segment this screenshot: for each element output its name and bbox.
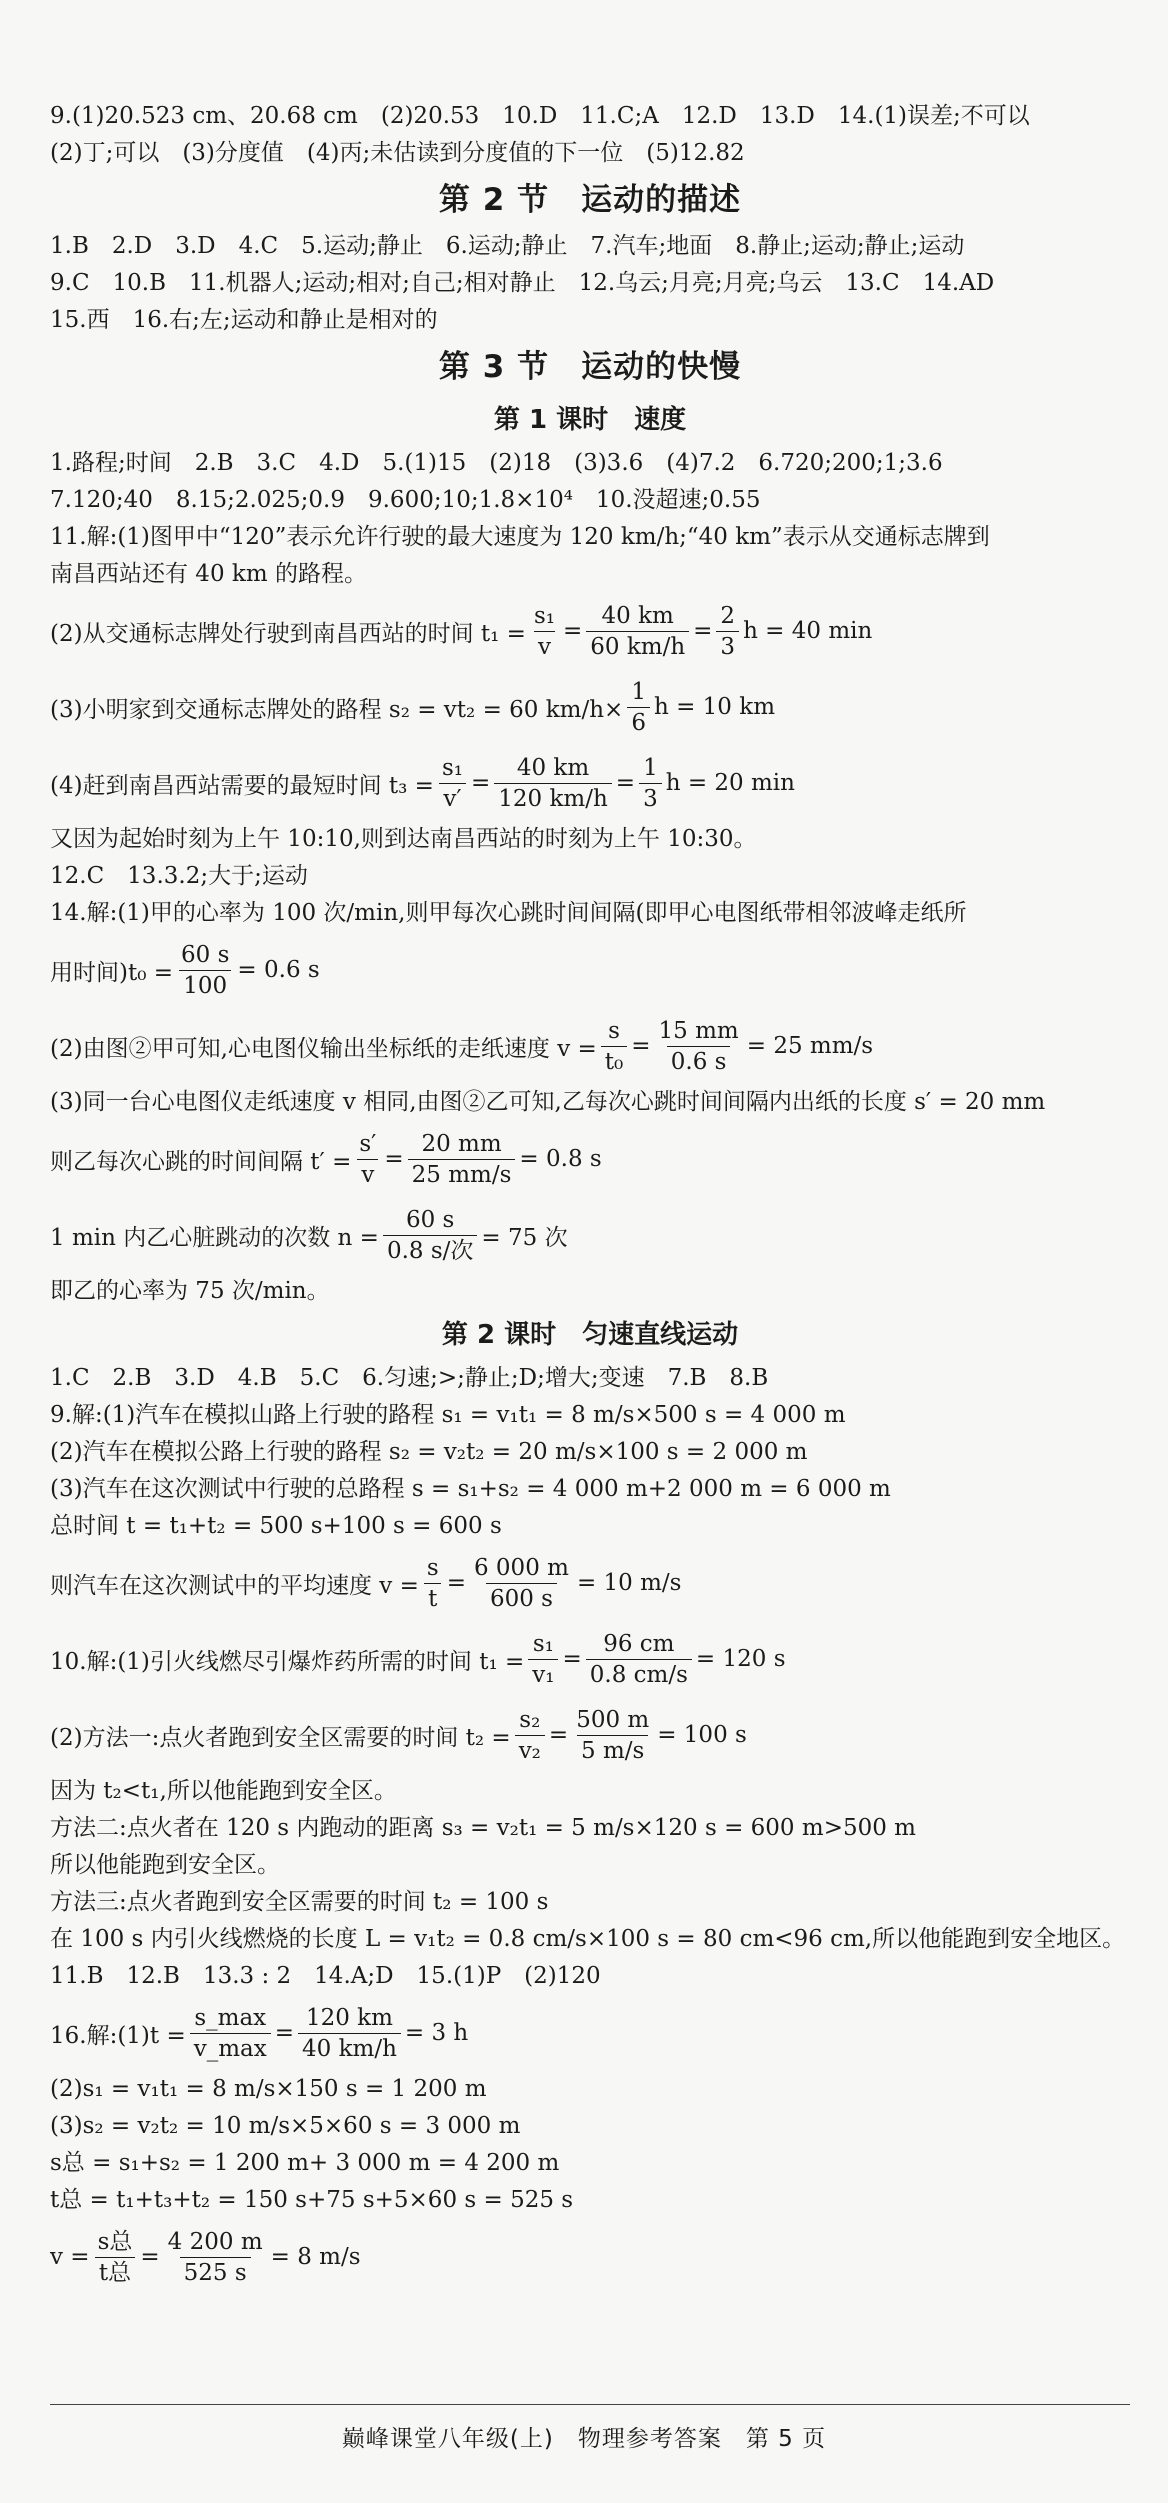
formula-text: 则乙每次心跳的时间间隔 t′ = xyxy=(50,1148,352,1175)
fraction xyxy=(572,1705,653,1766)
formula-text: = 10 m/s xyxy=(576,1570,682,1596)
formula-text: h = 10 km xyxy=(653,694,775,720)
denominator: t xyxy=(424,1583,441,1614)
numerator: 500 m xyxy=(576,1706,650,1733)
formula-text: (2)方法一:点火者跑到安全区需要的时间 t₂ = xyxy=(50,1724,511,1751)
text-line: 方法三:点火者跑到安全区需要的时间 t₂ = 100 s xyxy=(50,1889,549,1915)
fraction xyxy=(177,940,233,1001)
formula-text: (4)赶到南昌西站需要的最短时间 t₃ = xyxy=(50,772,434,799)
lesson-title: 第 1 课时 速度 xyxy=(493,405,687,435)
formula-line: (2)由图②甲可知,心电图仪输出坐标纸的走纸速度 v = $\frac{s}{\text{t₀}}$ = $\frac{15 mm}{0.6 s}$ = 25 mm/s xyxy=(50,1017,874,1075)
formula-text: (2)由图②甲可知,心电图仪输出坐标纸的走纸速度 v = xyxy=(50,1035,597,1062)
text-line: 1.C 2.B 3.D 4.B 5.C 6.匀速;>;静止;D;增大;变速 7.B 8.B xyxy=(50,1365,769,1391)
formula-text: = 120 s xyxy=(695,1646,786,1672)
text-line: (3)同一台心电图仪走纸速度 v 相同,由图②乙可知,乙每次心跳时间间隔内出纸的长度 s′ = 20 mm xyxy=(50,1089,1046,1115)
formula-line xyxy=(50,669,1130,745)
formula-text: 16.解:(1)t = xyxy=(50,2022,186,2049)
formula-text: = 0.6 s xyxy=(237,957,320,983)
denominator: 3 xyxy=(639,783,662,814)
denominator: v₁ xyxy=(528,1659,558,1690)
text-line: 9.C 10.B 11.机器人;运动;相对;自己;相对静止 12.乌云;月亮;月亮;乌云 13.C 14.AD xyxy=(50,270,995,296)
formula-text: h = 40 min xyxy=(743,618,873,644)
text-line: t总 = t₁+t₃+t₂ = 150 s+75 s+5×60 s = 525 s xyxy=(50,2187,574,2213)
denominator: 40 km/h xyxy=(298,2033,401,2064)
text-line: 11.B 12.B 13.3 : 2 14.A;D 15.(1)P (2)120 xyxy=(50,1963,601,1989)
text-line: 所以他能跑到安全区。 xyxy=(50,1852,280,1878)
text-line: (2)丁;可以 (3)分度值 (4)丙;未估读到分度值的下一位 (5)12.82 xyxy=(50,140,745,166)
fraction xyxy=(423,1553,443,1614)
text-line: 11.解:(1)图甲中“120”表示允许行驶的最大速度为 120 km/h;“40 km”表示从交通标志牌到 xyxy=(50,524,990,550)
numerator: s′ xyxy=(359,1130,377,1157)
section-title: 第 2 节 运动的描述 xyxy=(438,182,742,218)
numerator: 1 xyxy=(631,678,646,705)
text-line: (2)汽车在模拟公路上行驶的路程 s₂ = v₂t₂ = 20 m/s×100 s = 2 000 m xyxy=(50,1439,808,1465)
denominator: v_max xyxy=(190,2033,271,2064)
denominator: t总 xyxy=(95,2257,135,2288)
denominator: 0.8 cm/s xyxy=(586,1659,692,1690)
numerator: 120 km xyxy=(305,2004,393,2031)
text-line: 方法二:点火者在 120 s 内跑动的距离 s₃ = v₂t₁ = 5 m/s×120 s = 600 m>500 m xyxy=(50,1815,916,1841)
formula-line: 则汽车在这次测试中的平均速度 v = $\frac{s}{t}$ = $\frac{6 000 m}{600 s}$ = 10 m/s xyxy=(50,1554,682,1612)
denominator: v xyxy=(534,631,555,662)
fraction xyxy=(470,1553,573,1614)
formula-text: (3)小明家到交通标志牌处的路程 s₂ = vt₂ = 60 km/h× xyxy=(50,696,624,723)
numerator: 60 s xyxy=(405,1206,455,1233)
fraction xyxy=(164,2227,267,2288)
fraction xyxy=(494,753,612,814)
denominator: t₀ xyxy=(601,1046,627,1077)
formula-line: (2)方法一:点火者跑到安全区需要的时间 t₂ = $\frac{\text{s₂}}{\text{v₂}}$ = $\frac{500 m}{5 m/s}$ = 100 s xyxy=(50,1706,747,1764)
denominator: 3 xyxy=(716,631,739,662)
fraction xyxy=(438,753,467,814)
formula-text: (2)从交通标志牌处行驶到南昌西站的时间 t₁ = xyxy=(50,620,526,647)
numerator: 40 km xyxy=(601,602,674,629)
numerator: 15 mm xyxy=(658,1017,739,1044)
fraction xyxy=(639,753,662,814)
formula-line xyxy=(50,1197,1130,1273)
numerator: 6 000 m xyxy=(473,1554,569,1581)
numerator: 96 cm xyxy=(603,1630,675,1657)
numerator: 1 xyxy=(643,754,658,781)
fraction xyxy=(655,1016,743,1077)
fraction xyxy=(298,2003,401,2064)
formula-text: = 3 h xyxy=(404,2020,469,2046)
text-line: (2)s₁ = v₁t₁ = 8 m/s×150 s = 1 200 m xyxy=(50,2076,487,2102)
formula-text: = 75 次 xyxy=(481,1224,568,1251)
formula-line xyxy=(50,932,1130,1008)
numerator: 2 xyxy=(720,602,736,629)
text-line: 即乙的心率为 75 次/min。 xyxy=(50,1278,330,1304)
fraction xyxy=(586,1629,692,1690)
text-line: 1.路程;时间 2.B 3.C 4.D 5.(1)15 (2)18 (3)3.6 (4)7.2 6.720;200;1;3.6 xyxy=(50,450,943,476)
footer-rule xyxy=(50,2404,1130,2405)
text-line: 在 100 s 内引火线燃烧的长度 L = v₁t₂ = 0.8 cm/s×100 s = 80 cm<96 cm,所以他能跑到安全地区。 xyxy=(50,1926,1126,1952)
denominator: 60 km/h xyxy=(586,631,689,662)
formula-line: 10.解:(1)引火线燃尽引爆炸药所需的时间 t₁ = $\frac{\text{s₁}}{\text{v₁}}$ = $\frac{96 cm}{0.8 cm/s}$ = 120 s xyxy=(50,1630,786,1688)
fraction xyxy=(586,601,689,662)
answer-page xyxy=(50,98,1130,2295)
text-line: (3)s₂ = v₂t₂ = 10 m/s×5×60 s = 3 000 m xyxy=(50,2113,521,2139)
formula-line: (4)赶到南昌西站需要的最短时间 t₃ = $\frac{\text{s₁}}{v'}$ = $\frac{40 km}{120 km/h}$ = $\frac{1}{3}$ h = 20 min xyxy=(50,754,795,812)
denominator: 0.8 s/次 xyxy=(383,1235,477,1266)
text-line: 14.解:(1)甲的心率为 100 次/min,则甲每次心跳时间间隔(即甲心电图纸带相邻波峰走纸所 xyxy=(50,900,967,926)
text-line: 1.B 2.D 3.D 4.C 5.运动;静止 6.运动;静止 7.汽车;地面 8.静止;运动;静止;运动 xyxy=(50,233,965,259)
formula-text: 用时间)t₀ = xyxy=(50,959,174,986)
formula-line: v = $\frac{\text{s总}}{\text{t总}}$ = $\frac{4 200 m}{525 s}$ = 8 m/s xyxy=(50,2228,361,2286)
fraction xyxy=(627,677,650,738)
numerator: 60 s xyxy=(181,941,230,968)
numerator: 4 200 m xyxy=(167,2228,263,2255)
numerator: 40 km xyxy=(516,754,590,781)
formula-text: = 8 m/s xyxy=(270,2244,361,2270)
text-line: 9.(1)20.523 cm、20.68 cm (2)20.53 10.D 11.C;A 12.D 13.D 14.(1)误差;不可以 xyxy=(50,103,1030,129)
formula-text: v = xyxy=(50,2244,90,2270)
denominator: 100 xyxy=(179,970,231,1001)
formula-text: 10.解:(1)引火线燃尽引爆炸药所需的时间 t₁ = xyxy=(50,1648,525,1675)
formula-line: 16.解:(1)t = $\frac{s\_\max}{v\_\max}$ = $\frac{120 km}{40 km/h}$ = 3 h xyxy=(50,2004,469,2062)
text-line: 总时间 t = t₁+t₂ = 500 s+100 s = 600 s xyxy=(50,1513,502,1539)
fraction xyxy=(190,2003,271,2064)
section-title: 第 3 节 运动的快慢 xyxy=(438,349,742,385)
fraction xyxy=(408,1129,516,1190)
formula-text: = 0.8 s xyxy=(519,1146,602,1172)
denominator: v xyxy=(357,1159,378,1190)
numerator: s₁ xyxy=(441,754,463,781)
numerator: s_max xyxy=(194,2004,267,2031)
numerator: s xyxy=(426,1554,439,1581)
fraction xyxy=(716,601,739,662)
text-line: 12.C 13.3.2;大于;运动 xyxy=(50,863,308,889)
formula-text: 1 min 内乙心脏跳动的次数 n = xyxy=(50,1224,379,1251)
formula-text: = 100 s xyxy=(657,1722,747,1748)
numerator: s xyxy=(608,1017,620,1044)
formula-text: = 25 mm/s xyxy=(746,1033,874,1059)
denominator: 6 xyxy=(627,707,650,738)
fraction xyxy=(94,2227,137,2288)
text-line: 南昌西站还有 40 km 的路程。 xyxy=(50,561,367,587)
fraction xyxy=(383,1205,477,1266)
numerator: s₁ xyxy=(532,1630,554,1657)
denominator: 120 km/h xyxy=(494,783,612,814)
text-line: 9.解:(1)汽车在模拟山路上行驶的路程 s₁ = v₁t₁ = 8 m/s×500 s = 4 000 m xyxy=(50,1402,846,1428)
text-line: 又因为起始时刻为上午 10:10,则到达南昌西站的时刻为上午 10:30。 xyxy=(50,826,757,852)
denominator: 5 m/s xyxy=(577,1735,648,1766)
fraction xyxy=(355,1129,380,1190)
denominator: 0.6 s xyxy=(667,1046,731,1077)
numerator: s₂ xyxy=(519,1706,541,1733)
numerator: s₁ xyxy=(533,602,555,629)
fraction xyxy=(530,601,559,662)
text-line: 因为 t₂<t₁,所以他能跑到安全区。 xyxy=(50,1778,397,1804)
denominator: 600 s xyxy=(486,1583,557,1614)
text-line: 15.西 16.右;左;运动和静止是相对的 xyxy=(50,307,438,333)
lesson-title: 第 2 课时 匀速直线运动 xyxy=(441,1320,739,1350)
text-line: 7.120;40 8.15;2.025;0.9 9.600;10;1.8×10⁴ 10.没超速;0.55 xyxy=(50,487,761,513)
formula-text: 则汽车在这次测试中的平均速度 v = xyxy=(50,1572,419,1599)
formula-text: h = 20 min xyxy=(665,770,795,796)
fraction xyxy=(528,1629,558,1690)
text-line: (3)汽车在这次测试中行驶的总路程 s = s₁+s₂ = 4 000 m+2 000 m = 6 000 m xyxy=(50,1476,891,1502)
numerator: s总 xyxy=(97,2228,133,2255)
denominator: 25 mm/s xyxy=(408,1159,516,1190)
denominator: 525 s xyxy=(180,2257,251,2288)
fraction xyxy=(515,1705,545,1766)
denominator: v₂ xyxy=(515,1735,545,1766)
numerator: 20 mm xyxy=(421,1130,502,1157)
fraction xyxy=(601,1016,627,1077)
formula-line: (2)从交通标志牌处行驶到南昌西站的时间 t₁ = $\frac{\text{s₁}}{v}$ = $\frac{40 km}{60 km/h}$ = $\frac{2}{3}$ h = 40 min xyxy=(50,602,873,660)
page-footer: 巅峰课堂八年级(上) 物理参考答案 第 5 页 xyxy=(341,2426,827,2452)
formula-line: 则乙每次心跳的时间间隔 t′ = $\frac{s'}{v}$ = $\frac{20 mm}{25 mm/s}$ = 0.8 s xyxy=(50,1130,602,1188)
text-line: s总 = s₁+s₂ = 1 200 m+ 3 000 m = 4 200 m xyxy=(50,2150,560,2176)
denominator: v′ xyxy=(439,783,465,814)
